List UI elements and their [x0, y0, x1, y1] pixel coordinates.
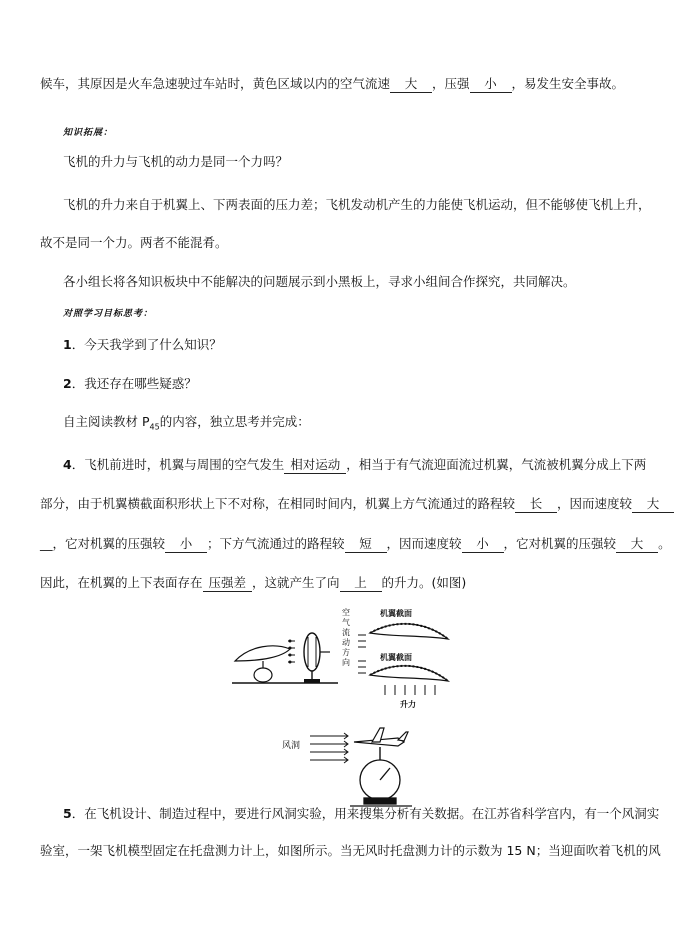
q4-line-1: 4．飞机前进时，机翼与周围的空气发生 相对运动 ，相当于有气流迎面流过机翼，气流被机翼分成上下两	[63, 457, 647, 472]
blank-pressure-big: 大	[616, 536, 658, 553]
blank-pressure-small: 小	[165, 536, 207, 553]
blank-direction-up: 上	[340, 575, 382, 592]
reflection-heading: 对照学习目标思考：	[63, 309, 154, 319]
question-lift-vs-thrust: 飞机的升力与飞机的动力是同一个力吗？	[63, 154, 289, 169]
q4-line-3: __，它对机翼的压强较 小 ；下方气流通过的路程较 短 ，因而速度较 小 ，它对机翼的压强较 大 。	[40, 536, 671, 551]
reading-instruction: 自主阅读教材 $P_{45}$的内容，独立思考并完成：	[63, 414, 310, 432]
blank-speed-small: 小	[462, 536, 504, 553]
tray-scale-icon	[360, 760, 400, 804]
wing-section-label-top: 机翼截面	[380, 609, 412, 618]
blank-relative-motion: 相对运动	[284, 457, 346, 474]
q4-line-2: 部分，由于机翼横截面积形状上下不对称，在相同时间内，机翼上方气流通过的路程较 长 ，因而速度较 大	[40, 496, 674, 513]
q5-line-2: 验室，一架飞机模型固定在托盘测力计上，如图所示。当无风时托盘测力计的示数为 15 N；当迎面吹着飞机的风	[40, 843, 661, 858]
q4-line-4: 因此，在机翼的上下表面存在 压强差 ，这就产生了向 上 的升力。(如图)	[40, 575, 467, 590]
blank-pressure-difference: 压强差	[203, 575, 253, 592]
paragraph-station-air: 候车，其原因是火车急速驶过车站时，黄色区域以内的空气流速 大 ，压强 小 ，易发生安全事故。	[40, 76, 625, 91]
wind-tunnel-figure	[280, 720, 420, 810]
wing-model	[235, 646, 290, 661]
wind-tunnel-label: 风洞	[282, 741, 301, 751]
flow-direction-arrows	[358, 635, 366, 673]
answer-line-1: 飞机的升力来自于机翼上、下两表面的压力差；飞机发动机产生的力能使飞机运动，但不能够使飞机上升，	[63, 197, 651, 212]
reflection-1: 1．今天我学到了什么知识？	[63, 337, 222, 352]
wing-section-label-bottom: 机翼截面	[380, 653, 412, 662]
flow-direction-label: 空气流动方向	[342, 608, 350, 667]
wing-airflow-figure	[230, 605, 460, 715]
reflection-2: 2．我还存在哪些疑惑？	[63, 376, 197, 391]
knowledge-extension-heading: 知识拓展：	[63, 128, 114, 138]
blank-path-long: 长	[515, 496, 557, 513]
blank-pressure: 小	[470, 76, 512, 93]
lift-arrows	[385, 685, 435, 695]
blank-path-short: 短	[345, 536, 387, 553]
scale-icon	[254, 668, 272, 682]
group-instruction: 各小组长将各知识板块中不能解决的问题展示到小黑板上，寻求小组间合作探究，共同解决。	[63, 274, 576, 289]
wind-arrows	[310, 733, 348, 763]
airplane-model-icon	[354, 728, 408, 746]
airflow-arrows	[288, 640, 295, 663]
blank-air-speed: 大	[390, 76, 432, 93]
answer-line-2: 故不是同一个力。两者不能混肴。	[40, 235, 228, 250]
blank-speed-big: 大	[632, 496, 674, 513]
q5-line-1: 5．在飞机设计、制造过程中，要进行风洞实验，用来搜集分析有关数据。在江苏省科学宫内，有一个风洞实	[63, 806, 660, 821]
lift-label: 升力	[400, 700, 416, 709]
fan-icon	[304, 633, 330, 683]
